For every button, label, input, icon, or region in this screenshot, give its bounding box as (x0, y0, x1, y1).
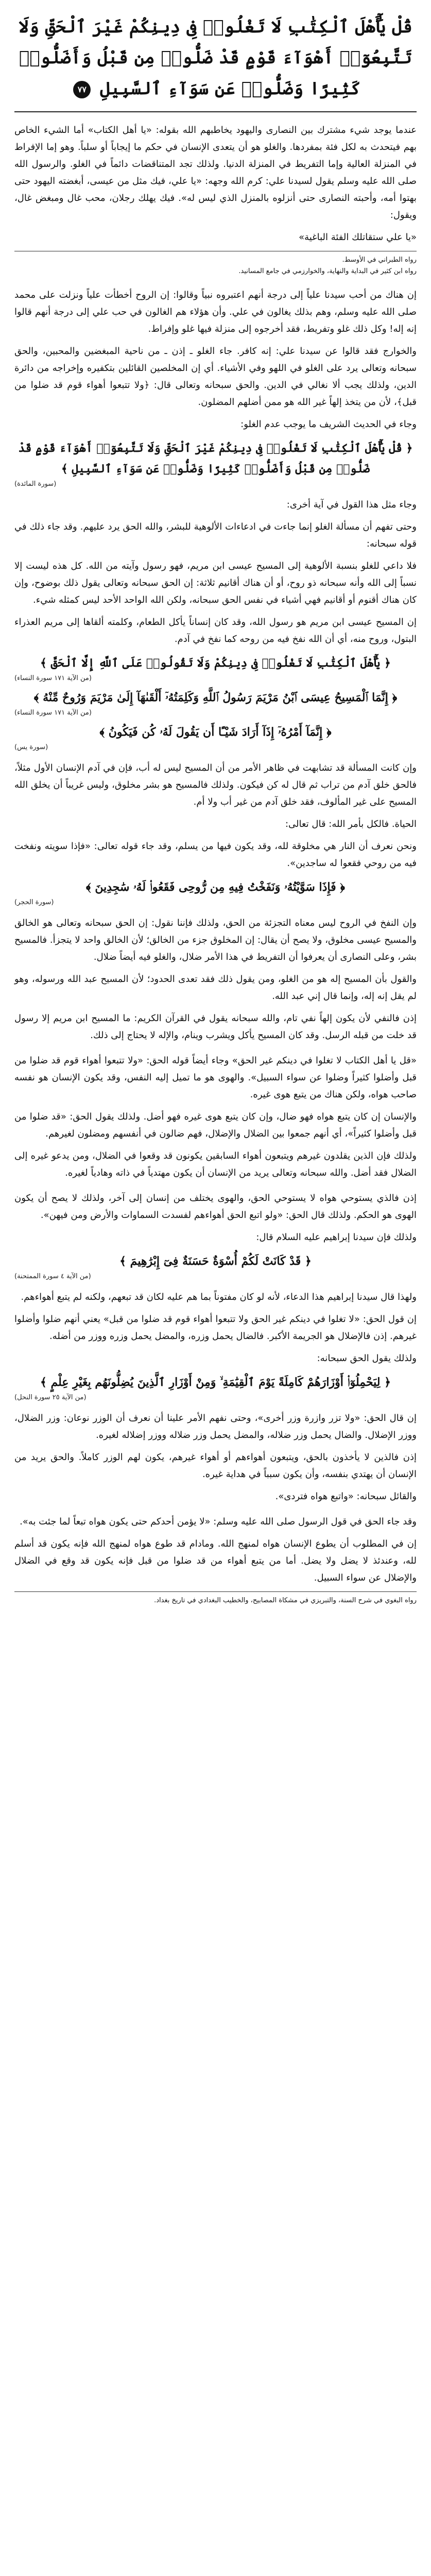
verse-reference: (سورة المائدة) (14, 480, 57, 488)
section (14, 1052, 417, 1181)
section (14, 1410, 417, 1505)
verse-number-marker: ٧٧ (73, 81, 91, 98)
paragraph: ونحن نعرف أن النار هي مخلوقة لله، وقد يكون فيها من يسلم، وقد جاء قوله تعالى: «فإذا سويته ونفخت فيه من روحي فقعوا له ساجدين». (14, 841, 417, 869)
footnote: رواه البغوي في شرح السنة، والتبريزي في مشكاة المصابيح، والخطيب البغدادي في تاريخ بغداد. (154, 1597, 417, 1604)
quran-verse: ﴿ إِنَّمَآ أَمْرُهُۥٓ إِذَآ أَرَادَ شَيْـًٔا أَن يَقُولَ لَهُۥ كُن فَيَكُونُ ﴾ (99, 725, 332, 739)
footnote: رواه الطبراني في الأوسط. (342, 256, 417, 264)
verse-reference: (من الآية ٤ سورة الممتحنة) (14, 1273, 91, 1280)
paragraph: «يا علي ستقاتلك الفئة الباغية» (299, 232, 417, 243)
paragraph: والقائل سبحانه: «واتبع هواه فتردى». (275, 1491, 417, 1502)
paragraph: فلا داعي للغلو بنسبة الألوهية إلى المسيح عيسى ابن مريم، فهو رسول وآيته من الله. كل هذه ليست إلا نسباً إلى الله وأنه سبحانه ذو روح، أو أن هناك أقانيم ثلاثة: إن الحق سبحانه وتعالى يقول ذلك بوضوح، وإن كان هناك أقنوم أو أقانيم فهي أشياء في نفس الحق سبحانه، ولكن الله الواحد الأحد ليس كمثله شيء. (14, 561, 417, 605)
paragraph: إذن فالنفي لأن يكون إلهاً نفي تام، والله سبحانه يقول في القرآن الكريم: ما المسيح ابن مريم إلا رسول قد خلت من قبله الرسل. وقد كان المسيح يأكل ويشرب وينام، والإله لا يحتاج إلى ذلك. (14, 1013, 417, 1041)
quran-verse: ﴿ قَدْ كَانَتْ لَكُمْ أُسْوَةٌ حَسَنَةٌ فِىٓ إِبْرَٰهِيمَ ﴾ (119, 1255, 312, 1268)
paragraph: «قل يا أهل الكتاب لا تغلوا في دينكم غير الحق» وجاء أيضاً قوله الحق: «ولا تتبعوا أهواء قوم قد ضلوا من قبل وأضلوا كثيراً وضلوا عن سواء السبيل». والهوى هو ما تميل إليه النفس، وقد يكون الإنسان هو نفسه صاحب هواه، ولكن هناك من يتبع هوى غيره. (14, 1055, 417, 1100)
header-verse-text: قُلْ يَٰٓأَهْلَ ٱلْكِتَٰبِ لَا تَغْلُوا۟ فِى دِينِكُمْ غَيْرَ ٱلْحَقِّ وَلَا تَتَّبِعُوٓا۟ أَهْوَآءَ قَوْمٍ قَدْ ضَلُّوا۟ مِن قَبْلُ وَأَضَلُّوا۟ كَثِيرًا وَضَلُّوا۟ عَن سَوَآءِ ٱلسَّبِيلِ (19, 16, 412, 99)
paragraph: وقد جاء الحق في قول الرسول صلى الله عليه وسلم: «لا يؤمن أحدكم حتى يكون هواه تبعاً لما جئت به». (20, 1516, 417, 1527)
paragraph: وإن النفخ في الروح ليس معناه التجزئة من الحق، ولذلك فإننا نقول: إن الحق سبحانه وتعالى هو الخالق والمسيح عيسى مخلوق، ولا يصح أن يقال: إن المخلوق جزء من الخالق؛ لأن الخالق واحد لا يتجزأ. فالمسيح بشر، وعلى النصارى أن يعرفوا أن التفريط في هذا الأمر ضلال، والغلو فيه أيضاً ضلال. (14, 918, 417, 962)
verse-reference: (من الآية ١٧١ سورة النساء) (14, 709, 92, 717)
verse-reference: (من الآية ١٧١ سورة النساء) (14, 674, 92, 682)
paragraph: إن المسيح عيسى ابن مريم هو رسول الله، وقد كان إنساناً يأكل الطعام، وكلمته ألقاها إلى مريم العذراء البتول، وروح منه، أي أن الله نفخ فيه من روحه كما نفخ في آدم. (14, 617, 417, 645)
section (14, 122, 417, 277)
paragraph: إن في المطلوب أن يطوع الإنسان هواه لمنهج الله. ومادام قد طوع هواه لمنهج الله فإنه يكون قد أسلم لله، وعندئذ لا يضل ولا يضل. أما من يتبع أهواء من قد ضلوا من قبل فإنه يكون قد وقع في الضلال والإضلال عن سواء السبيل. (14, 1538, 417, 1583)
section (14, 496, 417, 751)
header-verse (16, 11, 415, 104)
paragraph: وحتى تفهم أن مسألة الغلو إنما جاءت في ادعاءات الألوهية للبشر، والله الحق يرد عليهم. وقد جاء ذلك في قوله سبحانه: (14, 521, 417, 549)
quran-verse: ﴿ إِنَّمَا ٱلْمَسِيحُ عِيسَى ٱبْنُ مَرْيَمَ رَسُولُ ٱللَّهِ وَكَلِمَتُهُۥٓ أَلْقَىٰهَآ إِلَىٰ مَرْيَمَ وَرُوحٌ مِّنْهُ ﴾ (33, 691, 398, 704)
paragraph: إذن فالذين لا يأخذون بالحق، ويتبعون أهواءهم أو أهواء غيرهم، يكون لهم الوزر كاملاً. والحق يريد من الإنسان أن يهتدي بنفسه، وأن يكون سبباً في هداية غيره. (14, 1452, 417, 1480)
footnotes (14, 251, 417, 277)
paragraph: والإنسان إن كان يتبع هواه فهو ضال، وإن كان يتبع هوى غيره فهو أضل. ولذلك يقول الحق: «قد ضلوا من قبل وأضلوا كثيراً»، أي أنهم جمعوا بين الضلال والإضلال، فهم ضالون في أنفسهم ومضلون لغيرهم. (14, 1111, 417, 1139)
paragraph: إن قول الحق: «لا تغلوا في دينكم غير الحق ولا تتبعوا أهواء قوم قد ضلوا من قبل» يعني أنهم ضلوا وأضلوا غيرهم. إذن فالإضلال هو الجريمة الأكبر. فالضال يحمل وزره، والمضل يحمل وزره ووزر من أضله. (14, 1314, 417, 1342)
section (14, 914, 417, 1044)
document-content (14, 122, 417, 1606)
quran-verse: ﴿ لِيَحْمِلُوٓا۟ أَوْزَارَهُمْ كَامِلَةً يَوْمَ ٱلْقِيَٰمَةِ ۙ وَمِنْ أَوْزَارِ ٱلَّذِينَ يُضِلُّونَهُم بِغَيْرِ عِلْمٍ ﴾ (40, 1376, 391, 1389)
section (14, 1513, 417, 1606)
paragraph: الحياة. فالكل بأمر الله: قال تعالى: (285, 819, 417, 829)
section (14, 759, 417, 906)
paragraph: إذن فالذي يستوحي هواه لا يستوحي الحق، والهوى يختلف من إنسان إلى آخر، ولذلك لا يصح أن يكون الهوى هو الحكم. ولذلك قال الحق: «ولو اتبع الحق أهواءهم لفسدت السماوات والأرض ومن فيهن». (14, 1193, 417, 1221)
paragraph: ولذلك فإن سيدنا إبراهيم عليه السلام قال: (256, 1232, 417, 1243)
verse-header (14, 6, 417, 112)
paragraph: إن هناك من أحب سيدنا علياً إلى درجة أنهم اعتبروه نبياً وقالوا: إن الروح أخطأت علياً ونزلت على محمد صلى الله عليه وسلم، وهم بذلك يغالون في علي. وأن هؤلاء هم الغالون في حب علي إلى درجة أنهم قالوا إنه إله! وكل ذلك غلو وتفريط، فقد أخرجوه إلى منزلة فيها غلو وإفراط. (14, 290, 417, 334)
section (14, 286, 417, 488)
paragraph: ولهذا قال سيدنا إبراهيم هذا الدعاء، لأنه لو كان مفتوناً بما هم عليه لكان قد تبعهم، ولكنه لم يتبع أهواءهم. (21, 1292, 417, 1302)
paragraph: إن قال الحق: «ولا تزر وازرة وزر أخرى»، وحتى نفهم الأمر علينا أن نعرف أن الوزر نوعان: وزر الضلال، ووزر الإضلال. والضال يحمل وزر ضلاله، والمضل يحمل وزر ضلاله ووزر إضلاله لغيره. (14, 1413, 417, 1440)
paragraph: والخوارج فقد قالوا عن سيدنا علي: إنه كافر. جاء الغلو ـ إذن ـ من ناحية المبغضين والمحبين، والحق سبحانه وتعالى يرد على الغلو في اللهو وفي الأشياء. أي إن المخلصين القائلين بتكفيره وإخراجه من دائرة الدين، ولذلك يجب ألا نغالي في الدين. والحق سبحانه وتعالى قال: ﴿ولا تتبعوا أهواء قوم قد ضلوا من قبل﴾، لأن من يتخذ إلهاً غير الله هو ممن أضلهم المضلون. (14, 346, 417, 408)
paragraph: والقول بأن المسيح إله هو من الغلو، ومن يقول ذلك فقد تعدى الحدود؛ لأن المسيح عبد الله ورسوله، وهو لم يقل إنه إله، وإنما قال إني عبد الله. (14, 974, 417, 1002)
verse-reference: (من الآية ٢٥ سورة النحل) (14, 1394, 87, 1401)
footnotes (14, 1591, 417, 1606)
paragraph: عندما يوجد شيء مشترك بين النصارى واليهود يخاطبهم الله بقوله: «يا أهل الكتاب» أما الشيء الخاص بهم فيتحدث به لكل فئة بمفردها. والغلو هو أن يتعدى الإنسان في حكم ما إيجاباً أو سلباً. وهو إما الإفراط في المنزلة العالية وإما التفريط في المنزلة الدنيا. ولذلك تجد المتناقضات دائماً في الغلو. والرسول الله صلى الله عليه وسلم يقول لسيدنا علي: كرم الله وجهه: «يا علي، فيك مثل من عيسى، أبغضته اليهود حتى بهتوا أمه، وأحبته النصارى حتى أنزلوه بالمنزل الذي ليس له». فيك يهلك رجلان، محب غال ومبغض غال، ويقول: (14, 125, 417, 221)
verse-reference: (سورة الحجر) (14, 899, 54, 906)
verse-reference: (سورة يس) (14, 743, 48, 751)
paragraph: ولذلك فإن الذين يقلدون غيرهم ويتبعون أهواء السابقين يكونون قد وقعوا في الضلال، ومن يدعو غيره إلى الضلال فقد أضل. والله سبحانه وتعالى يريد من الإنسان أن يكون مهتدياً في ذاته وهادياً لغيره. (14, 1150, 417, 1178)
section (14, 1289, 417, 1401)
quran-verse: ﴿ قُلْ يَٰٓأَهْلَ ٱلْكِتَٰبِ لَا تَغْلُوا۟ فِى دِينِكُمْ غَيْرَ ٱلْحَقِّ وَلَا تَتَّبِعُوٓا۟ أَهْوَآءَ قَوْمٍ قَدْ ضَلُّوا۟ مِن قَبْلُ وَأَضَلُّوا۟ كَثِيرًا وَضَلُّوا۟ عَن سَوَآءِ ٱلسَّبِيلِ ﴾ (18, 442, 413, 476)
quran-verse: ﴿ يَٰٓأَهْلَ ٱلْكِتَٰبِ لَا تَغْلُوا۟ فِى دِينِكُمْ وَلَا تَقُولُوا۟ عَلَى ٱللَّهِ إِلَّا ٱلْحَقَّ ﴾ (40, 656, 391, 670)
section (14, 1190, 417, 1280)
footnote: رواه ابن كثير في البداية والنهاية، والخوارزمي في جامع المسانيد. (238, 267, 417, 275)
paragraph: وجاء مثل هذا القول في آية أخرى: (286, 499, 417, 510)
paragraph: وجاء في الحديث الشريف ما يوجب عدم الغلو: (240, 419, 417, 430)
paragraph: وإن كانت المسألة قد تشابهت في ظاهر الأمر من أن المسيح ليس له أب، فإن في آدم الإنسان الأول مثلاً، فالحق خلق آدم من تراب ثم قال له كن فيكون. ولذلك فالمسيح هو بشر مخلوق، وليس غريباً أن يخلق الله المسيح على غير المألوف، فقد خلق آدم من غير أب ولا أم. (14, 762, 417, 807)
paragraph: ولذلك يقول الحق سبحانه: (317, 1353, 417, 1364)
quran-verse: ﴿ فَإِذَا سَوَّيْتُهُۥ وَنَفَخْتُ فِيهِ مِن رُّوحِى فَقَعُوا۟ لَهُۥ سَٰجِدِينَ ﴾ (85, 880, 346, 894)
